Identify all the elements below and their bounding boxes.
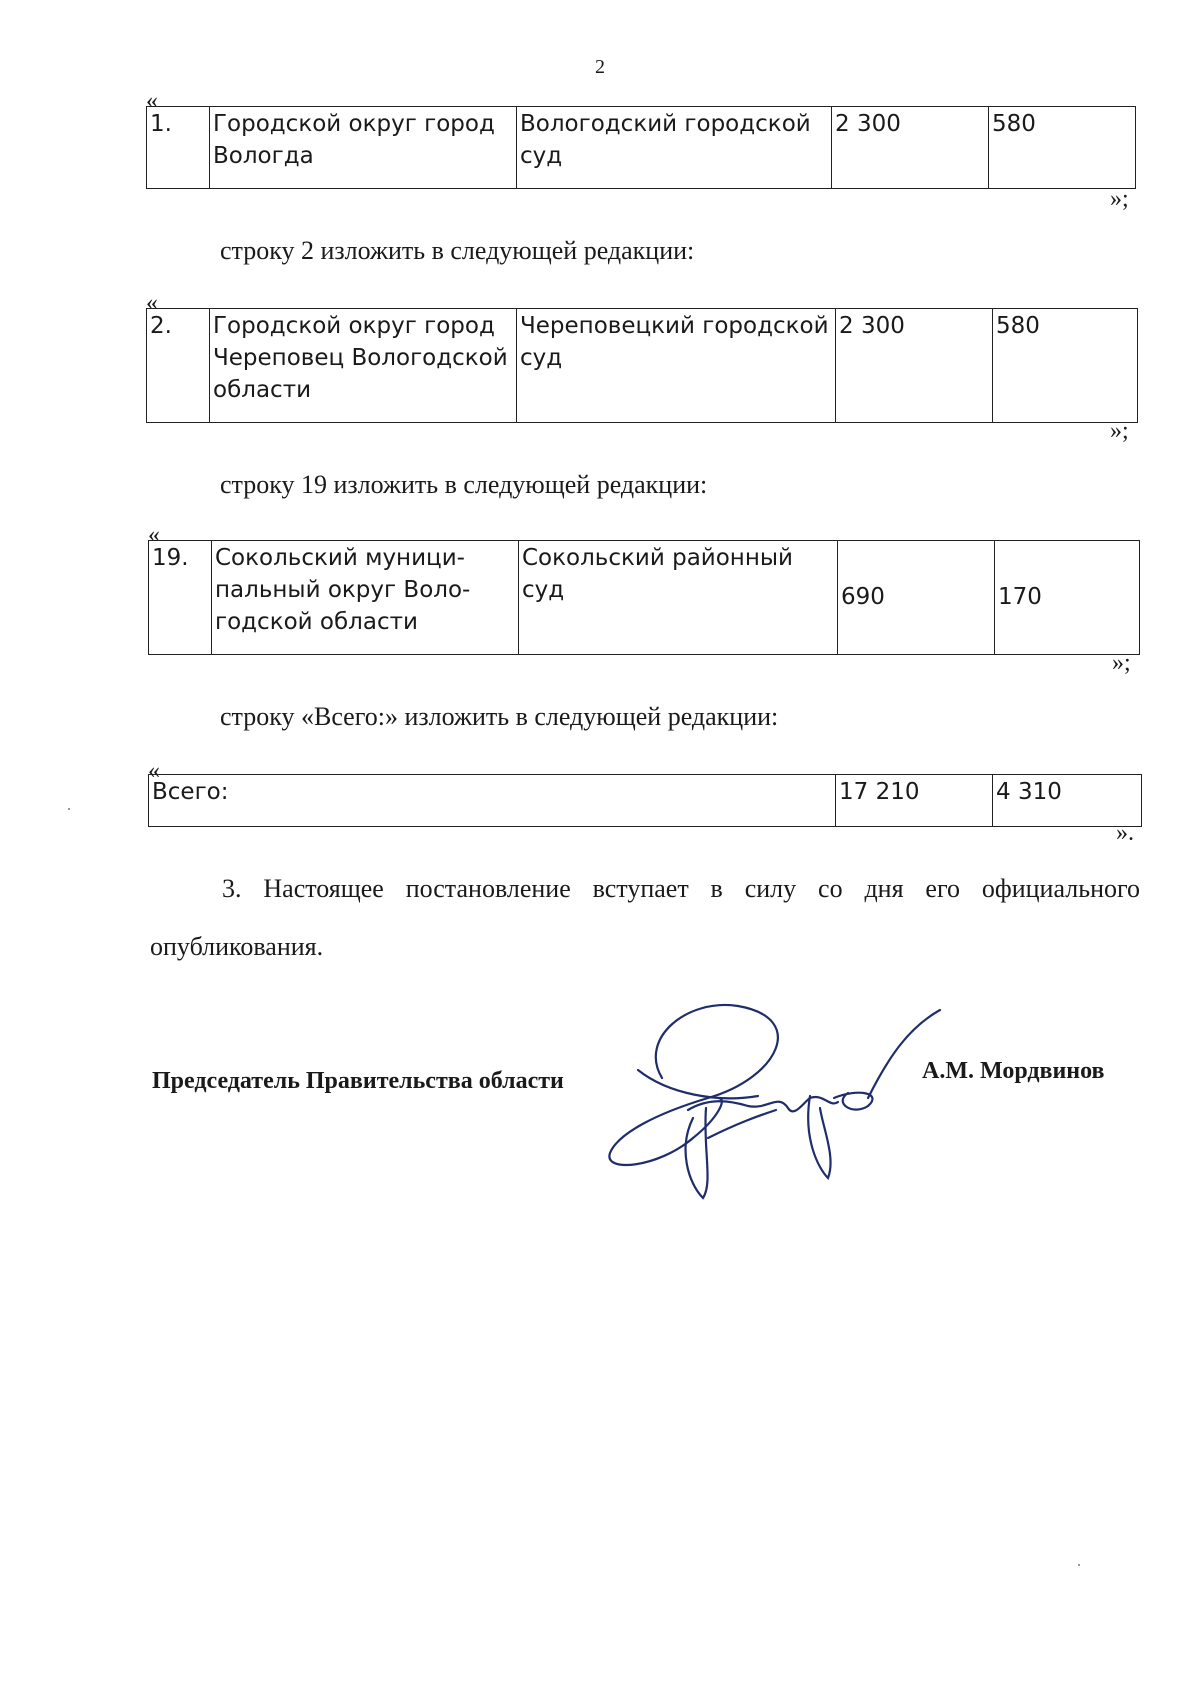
closing-quote-row2: »; xyxy=(1110,418,1129,444)
district-line: Городской округ город xyxy=(213,111,495,137)
district-line: Череповец Вологодской xyxy=(213,345,508,371)
scan-speck xyxy=(68,808,70,810)
value-cell-2: 580 xyxy=(993,309,1138,423)
district-cell xyxy=(210,107,517,189)
row-number: 1. xyxy=(147,107,210,189)
district-line: годской области xyxy=(215,609,418,635)
district-cell xyxy=(210,309,517,423)
amend-table-total xyxy=(148,774,1142,827)
court-cell xyxy=(517,309,836,423)
value-cell-1: 690 xyxy=(838,541,995,655)
value-cell-2: 580 xyxy=(989,107,1136,189)
closing-quote-row19: »; xyxy=(1112,650,1131,676)
court-line: суд xyxy=(522,577,565,603)
instruction-total: строку «Всего:» изложить в следующей редакции: xyxy=(220,702,779,731)
value-cell-1: 2 300 xyxy=(836,309,993,423)
court-line: суд xyxy=(520,143,563,169)
court-line: Вологодский городской xyxy=(520,111,811,137)
district-line: Сокольский муници- xyxy=(215,545,465,571)
amend-table-row1 xyxy=(146,106,1136,189)
district-line: Вологда xyxy=(213,143,314,169)
district-line: Городской округ город xyxy=(213,313,495,339)
court-line: Череповецкий городской xyxy=(520,313,829,339)
total-label: Всего: xyxy=(149,775,836,827)
value-cell-1: 2 300 xyxy=(832,107,989,189)
scan-speck xyxy=(1078,1564,1080,1566)
court-line: Сокольский районный xyxy=(522,545,793,571)
instruction-row19: строку 19 изложить в следующей редакции: xyxy=(220,470,708,499)
closing-quote-row1: »; xyxy=(1110,186,1129,212)
total-value-1: 17 210 xyxy=(836,775,993,827)
row-number: 2. xyxy=(147,309,210,423)
amend-table-row19 xyxy=(148,540,1140,655)
handwritten-signature xyxy=(598,998,948,1208)
court-cell xyxy=(519,541,838,655)
closing-quote-total: ». xyxy=(1116,820,1134,846)
signatory-name: А.М. Мордвинов xyxy=(922,1058,1105,1084)
district-cell xyxy=(212,541,519,655)
amend-table-row2 xyxy=(146,308,1138,423)
row-number: 19. xyxy=(149,541,212,655)
page-number: 2 xyxy=(595,56,605,78)
court-line: суд xyxy=(520,345,563,371)
instruction-row2: строку 2 изложить в следующей редакции: xyxy=(220,236,695,265)
opening-quote-row19: « xyxy=(148,522,160,548)
opening-quote-row1: « xyxy=(146,88,158,114)
total-value-2: 4 310 xyxy=(993,775,1142,827)
opening-quote-total: « xyxy=(148,758,160,784)
opening-quote-row2: « xyxy=(146,290,158,316)
clause-3: 3. Настоящее постановление вступает в силу со дня его официального опубликования. xyxy=(150,874,1140,961)
signatory-title: Председатель Правительства области xyxy=(152,1068,564,1094)
value-cell-2: 170 xyxy=(995,541,1140,655)
district-line: пальный округ Воло- xyxy=(215,577,471,603)
district-line: области xyxy=(213,377,312,403)
court-cell xyxy=(517,107,832,189)
